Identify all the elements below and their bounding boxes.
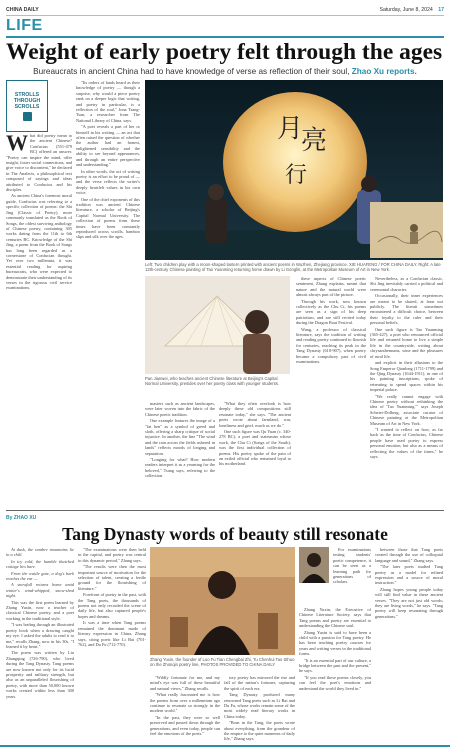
paragraph: "I was leafing through an illustrated poetry book when a drawing caught my eye. I asked the adults to read it to me," recalls Zhang, now in his 30s. "I learned it by heart." — [6, 622, 74, 649]
paragraph: these aspects of Chinese poetic sentiment, Zhang explains, meant that nature and the natural world were almost always part of the picture. — [296, 276, 366, 298]
paragraph: tory poetry has mirrored the rise and fall of the nation's fortunes, capturing the spirit of each era. — [224, 675, 295, 691]
badge-line-1: STROLLS — [14, 91, 40, 98]
drop-cap: W — [6, 133, 28, 155]
paragraph: For examinations testing students' poetic competence, it can be seen as a learning path for generations of scholars. — [333, 547, 371, 585]
article2-photo-caption: Zhang Yuxin, the founder of Luo Fu Tian Chengbai Zhi, Tu Chenhui Tao Sthuo on the Zhonqin poetry line, PHOTOS PROVIDED TO CHINA DAILY — [150, 657, 295, 668]
article-divider — [6, 510, 444, 511]
subhead-byline: Zhao Xu reports. — [351, 67, 417, 76]
paragraph: "The later poets studied Tang poetry as a model for refined expression and a source of moral instruction." — [375, 564, 443, 586]
article2-photo — [150, 547, 295, 655]
paragraph: "Its orders of lands heard as their knowledge of poetry — though a surprise, why would a piece poetry rank on a deeper logic that writing, and poetry in particular, is a reflection of the soul," Jona Tsang-Tsan, a researcher from The National Library of China, says. — [76, 80, 140, 123]
paragraph: The poem was written by Liu Zhangqing (726-790), who lived during the Tang Dynasty. Tang poems are now known not only for its lucid prosperity and military strength, but also as an unparalleled flourishing of poetry, with more than 50,000 known works created within less than 300 years. — [6, 650, 74, 699]
article2-byline: By ZHAO XU — [6, 515, 37, 521]
paragraph: This was the first poem learned by Zhang Yuxin, now a teacher of classical Chinese poetry, and a poet working in the traditional style. — [6, 599, 74, 621]
fan-photo — [145, 276, 290, 374]
masthead-brand: CHINA DAILY — [6, 6, 39, 13]
paragraph: As ancient China's foremost moral guide, Confucius was referring to a specific collection of poems: the Shi Jing (Classic of Poetry), more commonly translated as the Book of Songs, the oldest surviving anthology of Chinese poetry, containing 305 works dating from the 11th to 6th centuries BC. Knowledge of the Shi Jing, a poem from the Book of Songs has long been regarded as a cornerstone of Confucian thought. Yet over two millennia, it was essential reading for aspiring bureaucrats, who were expected to demonstrate their understanding of its verses in the rigorous civil service examinations. — [6, 193, 72, 291]
article1-col5 — [296, 276, 366, 507]
article2-portrait — [299, 547, 329, 583]
paragraph: It was a time when Tang poems remained the dominant mode of literary expression in China, Zhang says, citing poets like Li Bai (701-762), and Du Fu (712-770). — [78, 620, 146, 647]
paragraph: One of the chief exponents of this tradition was ancient Chinese literature, a scholar of Beijing's Capital Normal University. The collection of poems from these times have been constantly reproduced across scrolls, bamboo slips and silk over the ages. — [76, 196, 140, 240]
seal-icon — [23, 112, 32, 121]
fan-photo-graphic — [145, 276, 290, 374]
paragraph: "Wildly fortunate for me, and my mind's eye was full of these beautiful and natural views," Zhang recalls. — [150, 675, 220, 691]
article1-col3 — [145, 401, 215, 507]
subhead-text: Bureaucrats in ancient China had to have knowledge of verse as reflection of their soul, — [33, 67, 350, 76]
paragraph: "If you read these poems closely, you can feel the poet's emotions and understand the world they lived in." — [299, 674, 371, 691]
paragraph: masters such as ancient landscapes, were later woven into the fabric of the Chinese poetic tradition. — [145, 401, 215, 417]
column-badge — [6, 80, 48, 132]
subhead — [6, 67, 444, 76]
paragraph: At dusk, the sombre mountains lie in a chill. — [6, 547, 74, 558]
paragraph: Through his work, now known collectively as the Chu Ci, his poems are seen as a sign of his deep patriotism, and are still recited today during the Dragon Boat Festival. — [296, 298, 366, 326]
portrait-graphic — [299, 547, 329, 583]
masthead-date: Saturday, June 8, 2024 — [379, 6, 433, 13]
masthead — [6, 4, 444, 16]
paragraph: One example features the image of a "fat hen" as a symbol of greed and sloth, offering a sharp critique of social injustice. In another, the line "The wind and the rain across the fields ushered in lands" reflects moods of longing and separation. — [145, 418, 215, 456]
paragraph: "In the past, they were so well preserved and passed down through the generations, and even today, people can feel the emotions of the poets." — [150, 714, 220, 737]
paragraph: "It is an essential part of our culture, a bridge between the past and the present," he says. — [299, 657, 371, 674]
paragraph: between those that Tang poets created through the use of colloquial language and sound," Zhang says. — [375, 547, 443, 563]
article2-col5b — [299, 607, 371, 743]
article2-headline: Tang Dynasty words of beauty still resonate — [62, 524, 388, 544]
headline: Weight of early poetry felt through the ages — [6, 39, 443, 65]
paragraph: Forefront of poetry in the past, with the Tang poets, the thousands of poems not only recorded the scene of daily life, but also captured people's hopes and dreams. — [78, 592, 146, 619]
article2-col7 — [375, 547, 443, 743]
paragraph: In other words, the act of writing poetry is an effort to be proud of — and the verse reflects the writer's deeply heartfelt values in his own voice. — [76, 168, 140, 196]
paragraph: "A poet reveals a part of her or himself in his writing — an act that often raised the question of whether the author had an honest, enlightened sensibility and the ability to see beyond appearances, and through an entire perspective and understanding." — [76, 124, 140, 168]
paragraph: One such figure was Qu Yuan (c. 340-278 BC), a poet and statesman whose work, the Chu Ci (Songs of the South), was the first individual collection of poems. His poetry spoke of the pain of an exiled official who remained loyal to his motherland. — [219, 429, 291, 467]
paragraph: "Born in the Tang, the poets wrote about everything, from the grandeur of the empire to the quiet moments of daily life," Zhang says. — [224, 720, 295, 742]
article2-col2 — [78, 547, 146, 743]
paragraph: Wang, a professor of classical literature, says the tradition of writing and reading poetry continued to flourish for centuries, reaching its peak in the Tang Dynasty (618-907), when poetry became a compulsory part of civil examinations. — [296, 326, 366, 365]
paragraph: What did poetry mean to the ancient Chinese? Confucius (551-479 BC) offered an answer. "Poetry can inspire the mind, offer insight, foster social connections, and give voice to discontent," he declared in The Analects, a philosophical text composed of sayings and ideas attributed to Confucius and his disciples. — [6, 133, 72, 193]
paragraph: "Longing for what? How modern readers interpret it as a yearning for the beloved," Tsang says, referring to the collection. — [145, 457, 215, 479]
section-rule — [6, 36, 444, 38]
article2-col1 — [6, 547, 74, 743]
page-number: 17 — [438, 6, 444, 13]
article1-col4 — [219, 401, 291, 507]
painting-graphic — [370, 202, 443, 258]
masthead-right — [380, 7, 445, 13]
section-title: LIFE — [6, 17, 43, 34]
paragraph: Nevertheless, as a Confucian classic, Shi Jing inevitably carried a political and ceremonial character. — [370, 276, 443, 292]
fan-photo-caption: Pan Jianwei, who teaches ancient Chinese literature at Beijing's Capital Normal University, presides over her poetry class with younger students. — [145, 376, 279, 387]
article2-col5 — [333, 547, 371, 607]
paragraph: "The results were then the most important source of motivation for the selection of talent, creating a fertile ground for the flourishing of literature." — [78, 564, 146, 591]
badge-line-2: THROUGH — [13, 97, 41, 104]
lantern-char-3: 行 — [285, 163, 308, 188]
article2-col4 — [224, 675, 295, 743]
paragraph: "We really cannot engage with Chinese poetry without rethinking the idea of 'Tao Yuanming,'" says Joseph Scheier-Dolberg, associate curator of Chinese painting at the Metropolitan Museum of Art in New York. — [370, 393, 443, 426]
lantern-char-1: 月 — [277, 114, 304, 144]
paragraph: One such figure is Tao Yuanming (365-427), a poet who renounced official life and returned home to live a simple life in the countryside, writing about chrysanthemums, wine and the pleasures of rural life. — [370, 326, 443, 359]
article2-col3 — [150, 675, 220, 743]
paragraph: From the wattle gate, a dog's bark reaches the ear — — [6, 570, 74, 582]
teacher-photo-graphic — [150, 547, 295, 655]
badge-line-3: SCROLLS — [14, 103, 40, 110]
paragraph: "What really fascinated me is how the poems from over a millennium ago continue to resonate so strongly in the modern world." — [150, 692, 220, 714]
article1-col1 — [6, 133, 72, 507]
main-photo-caption: Left: Two children play with a moon-shaped lantern printed with ancient poems in Wuzhen, Zhejiang province. XIE HUAFENG / FOR CHINA DAILY. Right: A late 12th-century Chinese painting of Tao Yuanming returning home drawn by Li Gonglin, at the Metropolitan Museum of Art in New York. — [145, 262, 441, 273]
painting-photo — [370, 202, 443, 258]
lantern-char-2: 亮 — [301, 126, 328, 156]
article1-col2 — [76, 80, 140, 507]
paragraph: Zhang hopes young people today will still find value in these ancient verses. "They are not just old words; they are living words," he says. "Tang poetry will keep resonating through generations." — [375, 586, 443, 619]
paragraph: and explicit in their allusions to the Song Emperor Qianlong (1711-1799) and the Qing Dynasty (1644-1911), in one of his painting inscriptions, spoke of retreating to spend spaces within his imperial palace. — [370, 360, 443, 393]
paragraph: Zhang Yuxin is said to have been a child with a passion for Tang poetry. He has been teaching poetry courses for years and writing verses in the traditional forms. — [299, 629, 371, 657]
article1-col6-text — [370, 276, 443, 507]
paragraph: "What they often overlook is how deeply these old compositions still resonate today," she says. "The ancient poets wrote about farmland, war, loneliness and grief, much as we do." — [219, 401, 291, 428]
paragraph: A snowfall returns home amid winter's wind-whipped, snow-shod night. — [6, 582, 74, 599]
paragraph: "The examinations were then held in the capital, and poetry was central to this dynamic period," Zhang says. — [78, 547, 146, 563]
paragraph: In icy cold, the humble thatched cottage lies bare. — [6, 558, 74, 570]
paragraph: Occasionally, their inner experiences are meant to be shared, at least not publicly. The literati sometimes encountered a difficult choice, between their loyalty to the ruler and their personal beliefs. — [370, 293, 443, 326]
paragraph: "I wanted to reflect on how, as far back as the time of Confucius, Chinese people have used poetry to express personal emotion, but also as a means of reflecting the values of the times," he says. — [370, 426, 443, 459]
paragraph: Zhang Yuxin, the Executive of Chinese Literature Society, says that Tang poems and poetry are essential to understanding the Chinese soul. — [299, 607, 371, 629]
paragraph: Tang Dynasty produced many renowned Tang poets such as Li Bai and Du Fu, whose works remain some of the most widely read literary works in China today. — [224, 692, 295, 719]
